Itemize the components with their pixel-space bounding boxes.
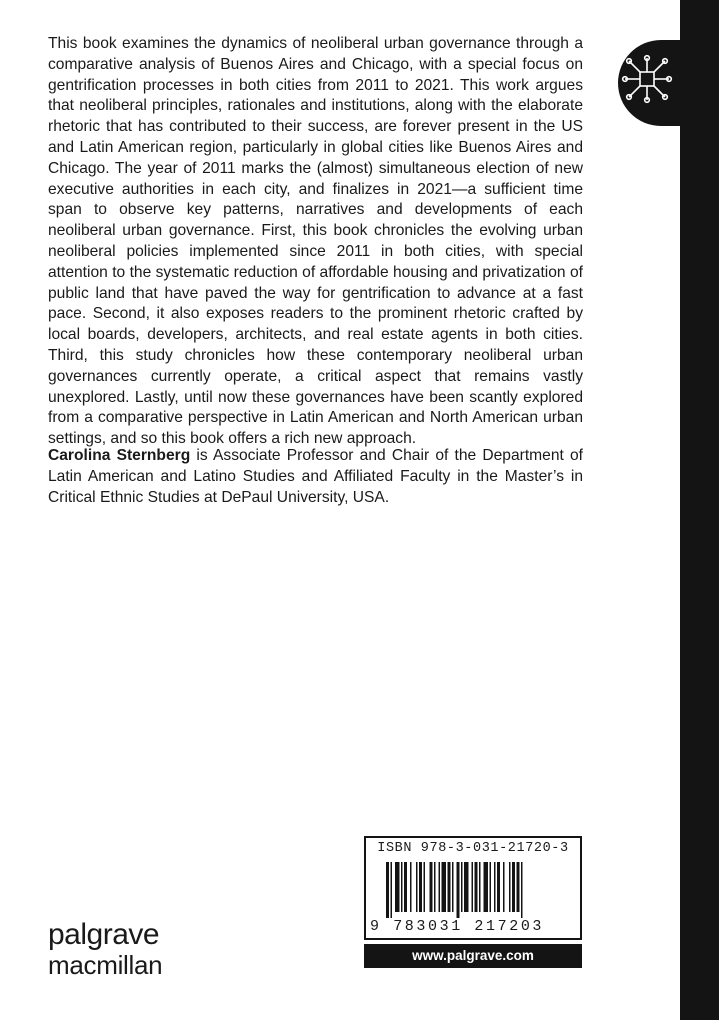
publisher-wordmark [48, 920, 162, 978]
author-bio-text: is Associate Professor and Chair of the Department of Latin American and Latino Studies and Affiliated Faculty in the Master’s in Critical Ethnic Studies at DePaul University, USA. [48, 447, 584, 506]
book-description: This book examines the dynamics of neoliberal urban governance through a comparative analysis of Buenos Aires and Chicago, with a special focus on gentrification processes in both cities from 2011 to 2021. This work argues that neoliberal principles, rationales and institutions, along with the elaborate rhetoric that has contributed to their success, are forever present in the US and Latin American region, particularly in global cities like Buenos Aires and Chicago. The year of 2011 marks the (almost) simultaneous election of new executive authorities in each city, and finalizes in 2021—a sufficient time span to observe key patterns, narratives and developments of each neoliberal urban governance. First, this book chronicles the evolving urban neoliberal policies implemented since 2011 in both cities, with special attention to the systematic reduction of affordable housing and privatization of public land that have paved the way for gentrification to advance at a fast pace. Second, it also exposes readers to the prominent rhetoric crafted by local boards, developers, architects, and real estate agents in both cities. Third, this study chronicles how these contemporary neoliberal urban governances currently operate, a critical aspect that remains vastly unexplored. Lastly, until now these governances have been scantly explored from a comparative perspective in Latin American and North American urban settings, and so this book offers a rich new approach. [48, 35, 583, 448]
barcode-bar [442, 862, 447, 912]
barcode-bar [404, 862, 407, 912]
barcode-bar [434, 862, 436, 912]
barcode-bar [457, 862, 460, 918]
barcode-bar [512, 862, 515, 912]
barcode-bar [452, 862, 454, 912]
publisher-logo-badge [618, 40, 680, 126]
publisher-line2: macmillan [48, 950, 163, 980]
barcode-bar [464, 862, 469, 912]
barcode-bar [391, 862, 393, 918]
website-url: www.palgrave.com [364, 944, 582, 968]
author-bio [48, 446, 583, 508]
palgrave-network-icon [620, 50, 676, 110]
barcode-bar [517, 862, 520, 912]
barcode-digits: 9 783031 217203 [370, 918, 545, 935]
barcode-bar [494, 862, 496, 912]
barcode-bar [424, 862, 426, 912]
barcode [386, 862, 564, 918]
barcode-bar [430, 862, 433, 912]
barcode-bar [448, 862, 451, 912]
barcode-bar [472, 862, 474, 912]
barcode-bar [479, 862, 481, 912]
barcode-bar [401, 862, 403, 912]
author-name: Carolina Sternberg [48, 447, 191, 464]
barcode-bar [416, 862, 418, 912]
barcode-bar [395, 862, 400, 912]
barcode-bar [439, 862, 441, 912]
barcode-bar [503, 862, 505, 912]
barcode-bar [410, 862, 412, 912]
barcode-bar [509, 862, 511, 912]
barcode-bar [484, 862, 489, 912]
book-spine-edge [680, 0, 719, 1020]
isbn-barcode-box [364, 836, 582, 940]
barcode-bar [490, 862, 492, 912]
barcode-bar [497, 862, 500, 912]
barcode-bar [386, 862, 389, 918]
barcode-bar [521, 862, 523, 918]
barcode-bar [461, 862, 463, 912]
barcode-bar [419, 862, 422, 912]
barcode-bar [475, 862, 478, 912]
publisher-line1: palgrave [48, 918, 160, 951]
isbn-label: ISBN 978-3-031-21720-3 [377, 841, 569, 856]
